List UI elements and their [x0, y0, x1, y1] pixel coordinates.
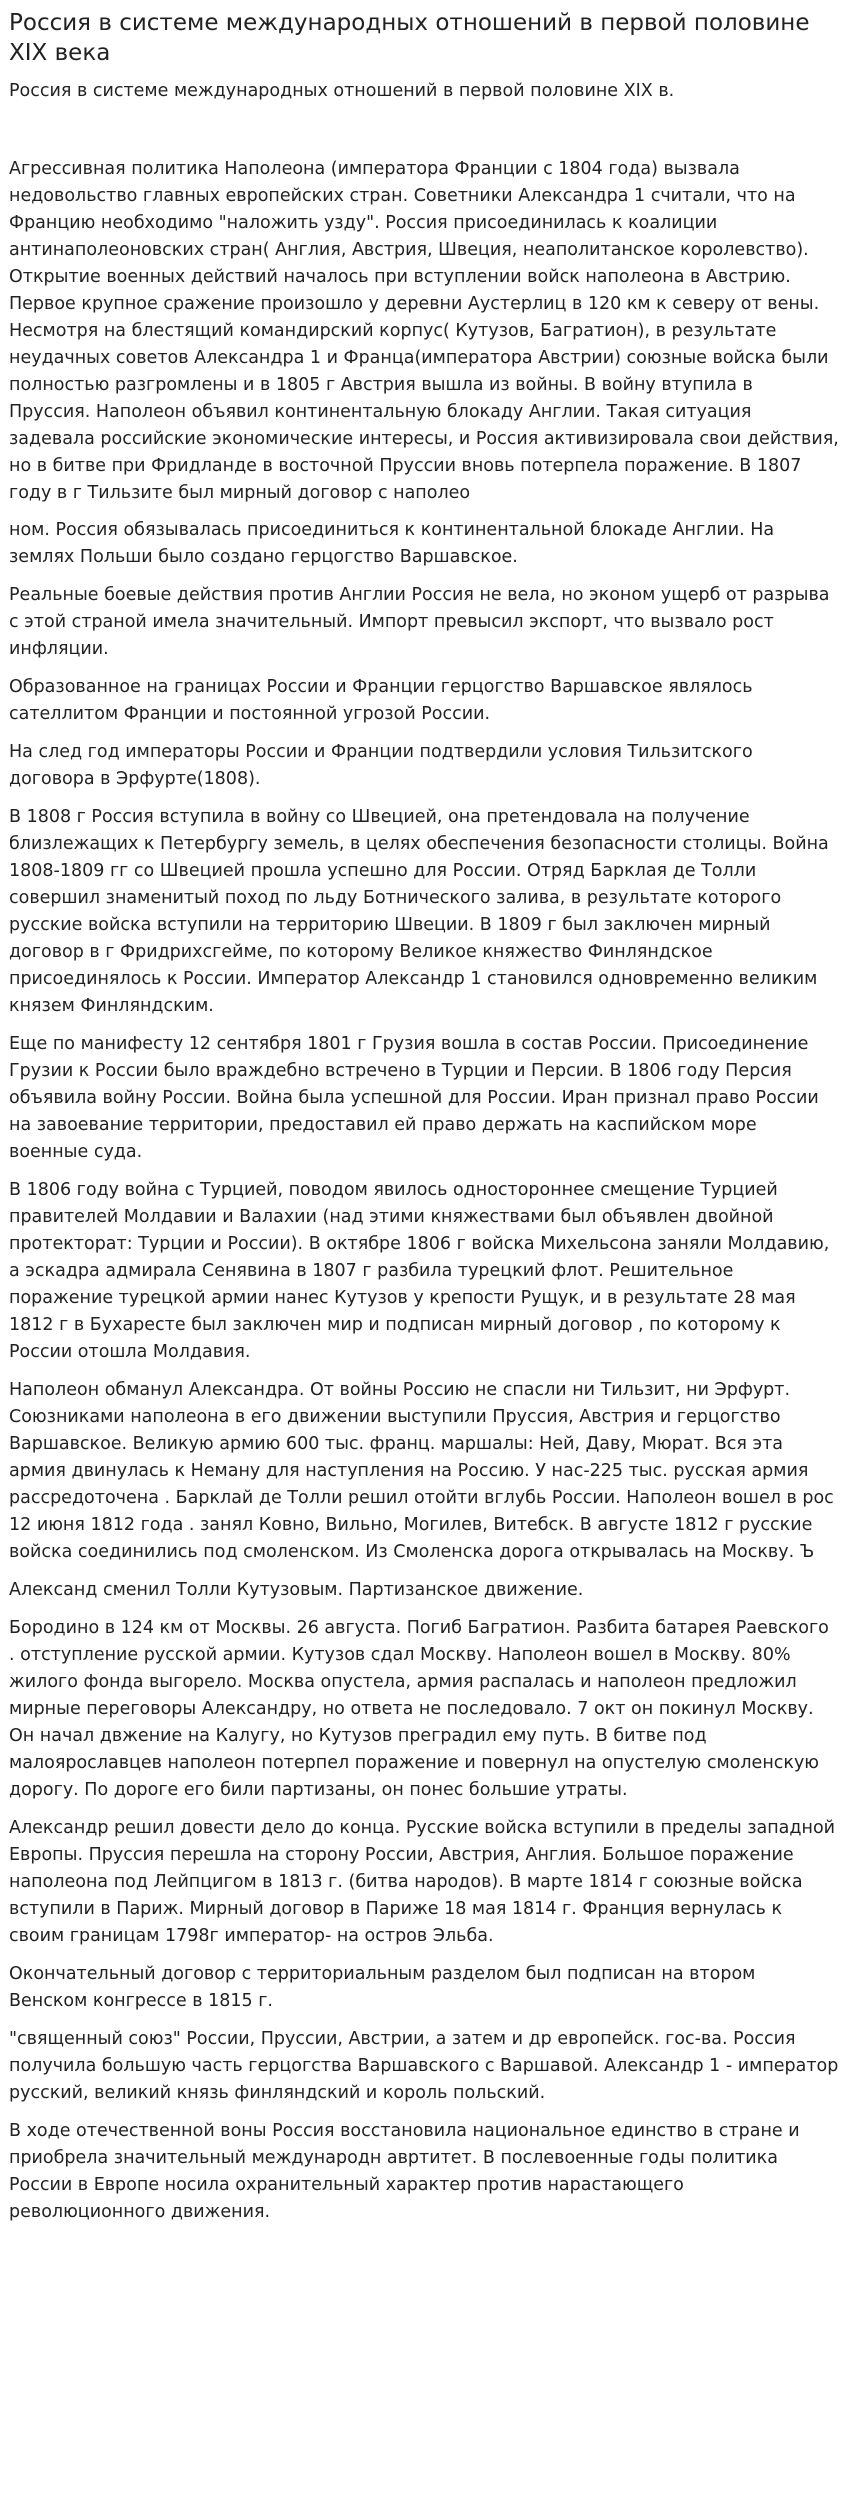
- paragraph: "священный союз" России, Пруссии, Австрии, а затем и др европейск. гос-ва. Россия получила большую часть герцогства Варшавского с Варшавой. Александр 1 - император русский, великий князь финляндский и король польский.: [9, 2029, 839, 2103]
- paragraph: На след год императоры России и Франции подтвердили условия Тильзитского договора в Эрфурте(1808).: [9, 742, 753, 789]
- paragraph: Окончательный договор с территориальным разделом был подписан на втором Венском конгрессе в 1815 г.: [9, 1964, 756, 2011]
- article-body: [9, 156, 839, 2226]
- paragraph: ном. Россия обязывалась присоединиться к континентальной блокаде Англии. На землях Польши было создано герцогство Варшавское.: [9, 520, 775, 567]
- paragraph: В 1808 г Россия вступила в войну со Швецией, она претендовала на получение близлежащих к Петербургу земель, в целях обеспечения безопасности столицы. Война 1808-1809 гг со Швецией прошла успешно для России. Отряд Барклая де Толли совершил знаменитый поход по льду Ботнического залива, в результате которого русские войска вступили на территорию Швеции. В 1809 г был заключен мирный договор в г Фридрихсгейме, по которому Великое княжество Финляндское присоединялось к России. Император Александр 1 становился одновременно великим князем Финляндским.: [9, 807, 829, 1016]
- spacer: [9, 104, 839, 156]
- paragraph: Образованное на границах России и Франции герцогство Варшавское являлось сателлитом Франции и постоянной угрозой России.: [9, 677, 753, 724]
- paragraph: Агрессивная политика Наполеона (императора Франции с 1804 года) вызвала недовольство главных европейских стран. Советники Александра 1 считали, что на Францию необходимо "наложить узду". Россия присоединилась к коалиции антинаполеоновских стран( Англия, Австрия, Швеция, неаполитанское королевство). Открытие военных действий началось при вступлении войск наполеона в Австрию. Первое крупное сражение произошло у деревни Аустерлиц в 120 км к северу от вены. Несмотря на блестящий командирский корпус( Кутузов, Багратион), в результате неудачных советов Александра 1 и Франца(императора Австрии) союзные войска были полностью разгромлены и в 1805 г Австрия вышла из войны. В войну втупила в Пруссия. Наполеон объявил континентальную блокаду Англии. Такая ситуация задевала российские экономические интересы, и Россия активизировала свои действия, но в битве при Фридланде в восточной Пруссии вновь потерпела поражение. В 1807 году в г Тильзите был мирный договор с наполео: [9, 159, 839, 503]
- paragraph: В ходе отечественной воны Россия восстановила национальное единство в стране и приобрела значительный международн авртитет. В послевоенные годы политика России в Европе носила охранительный характер против нарастающего революционного движения.: [9, 2121, 800, 2222]
- paragraph: Наполеон обманул Александра. От войны Россию не спасли ни Тильзит, ни Эрфурт. Союзниками наполеона в его движении выступили Пруссия, Австрия и герцогство Варшавское. Великую армию 600 тыс. франц. маршалы: Ней, Даву, Мюрат. Вся эта армия двинулась к Неману для наступления на Россию. У нас-225 тыс. русская армия рассредоточена . Барклай де Толли решил отойти вглубь России. Наполеон вошел в рос 12 июня 1812 года . занял Ковно, Вильно, Могилев, Витебск. В августе 1812 г русские войска соединились под смоленском. Из Смоленска дорога открывалась на Москву. Ъ: [9, 1380, 834, 1562]
- paragraph: Еще по манифесту 12 сентября 1801 г Грузия вошла в состав России. Присоединение Грузии к России было враждебно встречено в Турции и Персии. В 1806 году Персия объявила войну России. Война была успешной для России. Иран признал право России на завоевание территории, предоставил ей право держать на каспийском море военные суда.: [9, 1034, 819, 1162]
- paragraph: Бородино в 124 км от Москвы. 26 августа. Погиб Багратион. Разбита батарея Раевского . отступление русской армии. Кутузов сдал Москву. Наполеон вошел в Москву. 80% жилого фонда выгорело. Москва опустела, армия распалась и наполеон предложил мирные переговоры Александру, но ответа не последовало. 7 окт он покинул Москву. Он начал двжение на Калугу, но Кутузов преградил ему путь. В битве под малоярославцев наполеон потерпел поражение и повернул на опустелую смоленскую дорогу. По дороге его били партизаны, он понес большие утраты.: [9, 1618, 829, 1800]
- paragraph: Александр решил довести дело до конца. Русские войска вступили в пределы западной Европы. Пруссия перешла на сторону России, Австрия, Англия. Большое поражение наполеона под Лейпцигом в 1813 г. (битва народов). В марте 1814 г союзные войска вступили в Париж. Мирный договор в Париже 18 мая 1814 г. Франция вернулась к своим границам 1798г император- на остров Эльба.: [9, 1818, 836, 1946]
- paragraph: Реальные боевые действия против Англии Россия не вела, но эконом ущерб от разрыва с этой страной имела значительный. Импорт превысил экспорт, что вызвало рост инфляции.: [9, 585, 830, 659]
- page-subtitle: Россия в системе международных отношений в первой половине XIX в.: [9, 81, 675, 101]
- paragraph: В 1806 году война с Турцией, поводом явилось одностороннее смещение Турцией правителей Молдавии и Валахии (над этими княжествами был объявлен двойной протекторат: Турции и России). В октябре 1806 г войска Михельсона заняли Молдавию, а эскадра адмирала Сенявина в 1807 г разбила турецкий флот. Решительное поражение турецкой армии нанес Кутузов у крепости Рущук, и в результате 28 мая 1812 г в Бухаресте был заключен мир и подписан мирный договор , по которому к России отошла Молдавия.: [9, 1180, 830, 1362]
- paragraph: Александ сменил Толли Кутузовым. Партизанское движение.: [9, 1580, 584, 1600]
- page-title: Россия в системе международных отношений в первой половине XIX века: [9, 10, 810, 66]
